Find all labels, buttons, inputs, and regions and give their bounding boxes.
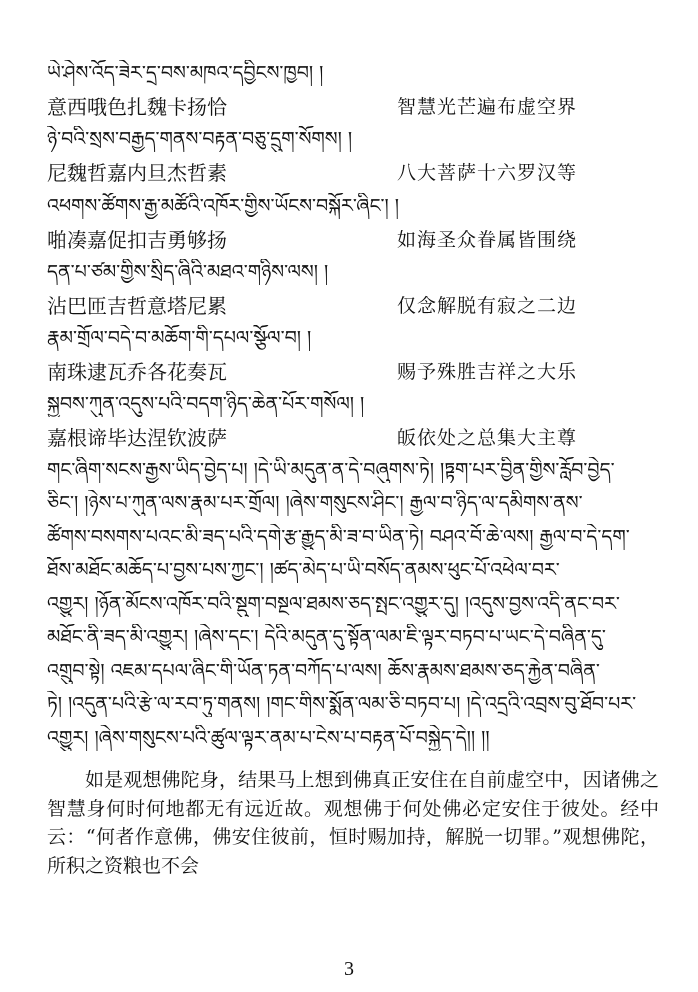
tibetan-verse-line: འཕགས་ཚོགས་རྒྱ་མཚོའི་འཁོར་གྱིས་ཡོངས་བསྐོར་ཞིང་། ། <box>47 195 399 217</box>
verse-translation: 仅念解脱有寂之二边 <box>397 295 578 317</box>
verse-transliteration: 沾巴匝吉哲意塔尼累 <box>47 294 227 318</box>
verse-translation: 智慧光芒遍布虚空界 <box>397 96 578 118</box>
tibetan-prose-line: ཏེ། །འདུན་པའི་རྩེ་ལ་རབ་ཏུ་གནས། །གང་གིས་སྨོན་ལམ་ཅི་བཏབ་པ། །དེ་འདྲའི་འབྲས་བུ་ཐོབ་པར་ <box>47 693 637 715</box>
tibetan-verse-line: རྣམ་གྲོལ་བདེ་བ་མཆོག་གི་དཔལ་སྩོལ་བ། ། <box>47 327 312 349</box>
verse-pair <box>47 225 657 255</box>
chinese-commentary <box>47 766 659 880</box>
verse-translation: 八大菩萨十六罗汉等 <box>397 162 578 184</box>
verse-transliteration: 啪凑嘉促扣吉勇够扬 <box>47 228 227 252</box>
tibetan-prose-line: འགྲུབ་སྟེ། འཇམ་དཔལ་ཞིང་གི་ཡོན་ཏན་བཀོད་པ་ལས། ཆོས་རྣམས་ཐམས་ཅད་རྐྱེན་བཞིན་ <box>47 660 600 682</box>
page-number: 3 <box>344 958 354 980</box>
verse-translation: 赐予殊胜吉祥之大乐 <box>397 361 578 383</box>
tibetan-prose-line: འགྱུར། །ཉོན་མོངས་འཁོར་བའི་སྡུག་བསྔལ་ཐམས་ཅད་སྤང་འགྱུར་དུ། །འདུས་བྱས་འདི་ནང་བར་ <box>47 593 620 615</box>
tibetan-prose-line: གང་ཞིག་སངས་རྒྱས་ཡིད་བྱེད་པ། །དེ་ཡི་མདུན་ན་དེ་བཞུགས་ཏེ། །ཏྟག་པར་བྱིན་གྱིས་རློབ་བྱེད་ <box>47 459 615 481</box>
verse-pair <box>47 158 657 188</box>
verse-transliteration: 南珠逮瓦乔各花奏瓦 <box>47 360 227 384</box>
chinese-paragraph: 如是观想佛陀身，结果马上想到佛真正安住在自前虚空中，因诸佛之智慧身何时何地都无有远近故。观想佛于何处佛必定安住于彼处。经中云：“何者作意佛，佛安住彼前，恒时赐加持，解脱一切罪。”观想佛陀，所积之资粮也不会 <box>47 769 659 877</box>
verse-translation: 如海圣众眷属皆围绕 <box>397 229 578 251</box>
tibetan-prose-line: ཐོས་མཐོང་མཆོད་པ་བྱས་པས་ཀྱང་། །ཚད་མེད་པ་ཡི་བསོད་ནམས་ཕུང་པོ་འཕེལ་བར་ <box>47 559 560 581</box>
verse-transliteration: 嘉根谛毕达涅钦波萨 <box>47 426 227 450</box>
verse-transliteration: 尼魏哲嘉内旦杰哲素 <box>47 161 227 185</box>
tibetan-verse-line: སྐྱབས་ཀུན་འདུས་པའི་བདག་ཉིད་ཆེན་པོར་གསོལ། ། <box>47 393 365 415</box>
verse-pair <box>47 423 657 453</box>
verse-translation: 皈依处之总集大主尊 <box>397 427 578 449</box>
verse-pair <box>47 291 657 321</box>
tibetan-prose-line: མཐོང་ནི་ཟད་མི་འགྱུར། །ཞེས་དང་། དེའི་མདུན་དུ་སྟོན་ལམ་ཇི་ལྟར་བཏབ་པ་ཡང་དེ་བཞིན་དུ་ <box>47 626 606 648</box>
tibetan-verse-line: ཡེ་ཤེས་འོད་ཟེར་དྲ་བས་མཁའ་དབྱིངས་ཁྱབ། ། <box>47 62 324 84</box>
tibetan-verse-line: དན་པ་ཙམ་གྱིས་སྲིད་ཞིའི་མཐའ་གཉིས་ལས། ། <box>47 261 329 283</box>
tibetan-prose-line: ཚོགས་བསགས་པའང་མི་ཟད་པའི་དགེ་རྩ་རྒྱུད་མི་ཟ་བ་ཡིན་ཏེ། བཤའ་བོ་ཆེ་ལས། རྒྱལ་བ་དེ་དག་ <box>47 526 630 548</box>
tibetan-prose-line: ཅིང་། །ཉེས་པ་ཀུན་ལས་རྣམ་པར་གྲོལ། །ཞེས་གསུངས་ཤིང་། རྒྱལ་བ་ཉིད་ལ་དམིགས་ནས་ <box>47 492 583 514</box>
verse-pair <box>47 357 657 387</box>
verse-transliteration: 意西哦色扎魏卡扬恰 <box>47 95 227 119</box>
tibetan-verse-line: ཉེ་བའི་སྲས་བརྒྱད་གནས་བརྟན་བཅུ་དྲུག་སོགས། ། <box>47 128 353 150</box>
tibetan-prose-line: འགྱུར། །ཞེས་གསུངས་པའི་ཚུལ་ལྟར་ནམ་པ་ངེས་པ་བརྟན་པོ་བསྐྱེད་དེ།། །། <box>47 727 490 749</box>
verse-pair <box>47 92 657 122</box>
